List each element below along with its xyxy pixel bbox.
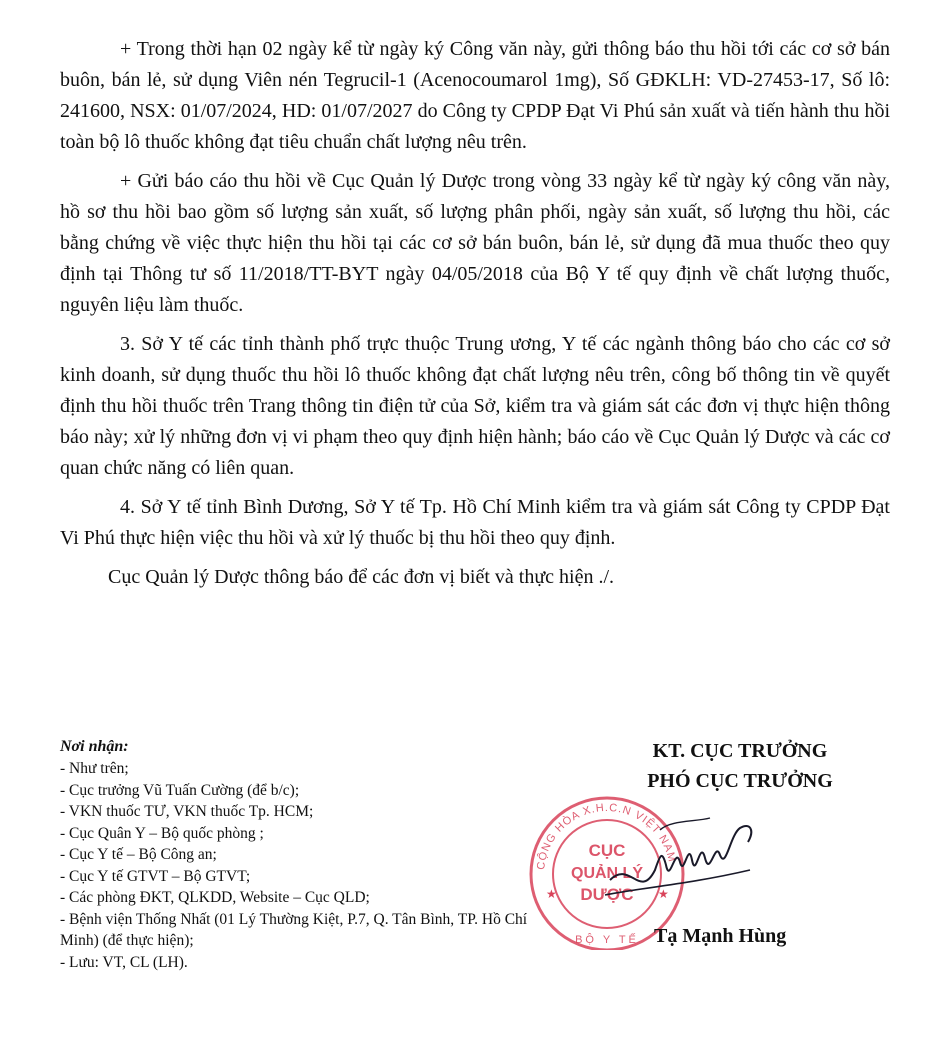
document-body <box>60 34 890 593</box>
recipient-item: - Cục trưởng Vũ Tuấn Cường (để b/c); <box>60 781 300 799</box>
paragraph-item-4: 4. Sở Y tế tỉnh Bình Dương, Sở Y tế Tp. Hồ Chí Minh kiểm tra và giám sát Công ty CPDP Đạt Vi Phú thực hiện việc thu hồi và xử lý thuốc bị thu hồi theo quy định. <box>60 496 890 549</box>
closing-statement: Cục Quản lý Dược thông báo để các đơn vị biết và thực hiện ./. <box>108 566 615 588</box>
signature-title-line2: PHÓ CỤC TRƯỞNG <box>647 770 833 792</box>
handwritten-signature <box>600 810 760 920</box>
paragraph-recall-report: + Gửi báo cáo thu hồi về Cục Quản lý Dược trong vòng 33 ngày kể từ ngày ký công văn này, hồ sơ thu hồi bao gồm số lượng sản xuất, số lượng phân phối, ngày sản xuất, số lượng thu hồi, các bằng chứng về việc thực hiện thu hồi tại các cơ sở bán buôn, bán lẻ, sử dụng đã mua thuốc theo quy định tại Thông tư số 11/2018/TT-BYT ngày 04/05/2018 của Bộ Y tế quy định về chất lượng thuốc, nguyên liệu làm thuốc. <box>60 170 890 316</box>
recipient-item: - Bệnh viện Thống Nhất (01 Lý Thường Kiệt, P.7, Q. Tân Bình, TP. Hồ Chí Minh) (để thực hiện); <box>60 910 528 949</box>
signatory-name: Tạ Mạnh Hùng <box>654 925 787 947</box>
paragraph-item-3: 3. Sở Y tế các tỉnh thành phố trực thuộc Trung ương, Y tế các ngành thông báo cho các cơ sở kinh doanh, sử dụng thuốc thu hồi lô thuốc không đạt chất lượng nêu trên, công bố thông tin về quyết định thu hồi thuốc trên Trang thông tin điện tử của Sở, kiểm tra và giám sát các đơn vị thực hiện thông báo này; xử lý những đơn vị vi phạm theo quy định hiện hành; báo cáo về Cục Quản lý Dược và các cơ quan chức năng có liên quan. <box>60 333 890 479</box>
svg-text:★: ★ <box>546 887 557 901</box>
svg-text:CỘNG HÒA X.H.C.N VIỆT NAM: CỘNG HÒA X.H.C.N VIỆT NAM <box>535 801 678 871</box>
svg-text:BỘ Y TẾ: BỘ Y TẾ <box>575 934 639 946</box>
svg-text:DƯỢC: DƯỢC <box>580 885 634 904</box>
recipient-item: - Lưu: VT, CL (LH). <box>60 953 188 971</box>
signature-block <box>590 736 890 796</box>
signature-title-line1: KT. CỤC TRƯỞNG <box>652 740 828 762</box>
recipient-item: - Như trên; <box>60 760 129 777</box>
recipients-block <box>60 736 540 973</box>
recipient-item: - Cục Y tế GTVT – Bộ GTVT; <box>60 867 251 885</box>
svg-text:★: ★ <box>658 887 669 901</box>
recipient-item: - Cục Y tế – Bộ Công an; <box>60 846 217 863</box>
recipients-list <box>60 758 540 973</box>
paragraph-recall-notice: + Trong thời hạn 02 ngày kể từ ngày ký Công văn này, gửi thông báo thu hồi tới các cơ sở bán buôn, bán lẻ, sử dụng Viên nén Tegrucil-1 (Acenocoumarol 1mg), Số GĐKLH: VD-27453-17, Số lô: 241600, NSX: 01/07/2024, HD: 01/07/2027 do Công ty CPDP Đạt Vi Phú sản xuất và tiến hành thu hồi toàn bộ lô thuốc không đạt tiêu chuẩn chất lượng nêu trên. <box>60 38 890 153</box>
svg-text:QUẢN LÝ: QUẢN LÝ <box>571 865 643 882</box>
svg-text:CỤC: CỤC <box>588 841 626 860</box>
recipient-item: - Cục Quân Y – Bộ quốc phòng ; <box>60 824 264 842</box>
recipient-item: - Các phòng ĐKT, QLKDD, Website – Cục QLD; <box>60 889 370 906</box>
recipients-title: Nơi nhận: <box>60 738 129 755</box>
recipient-item: - VKN thuốc TƯ, VKN thuốc Tp. HCM; <box>60 803 314 820</box>
